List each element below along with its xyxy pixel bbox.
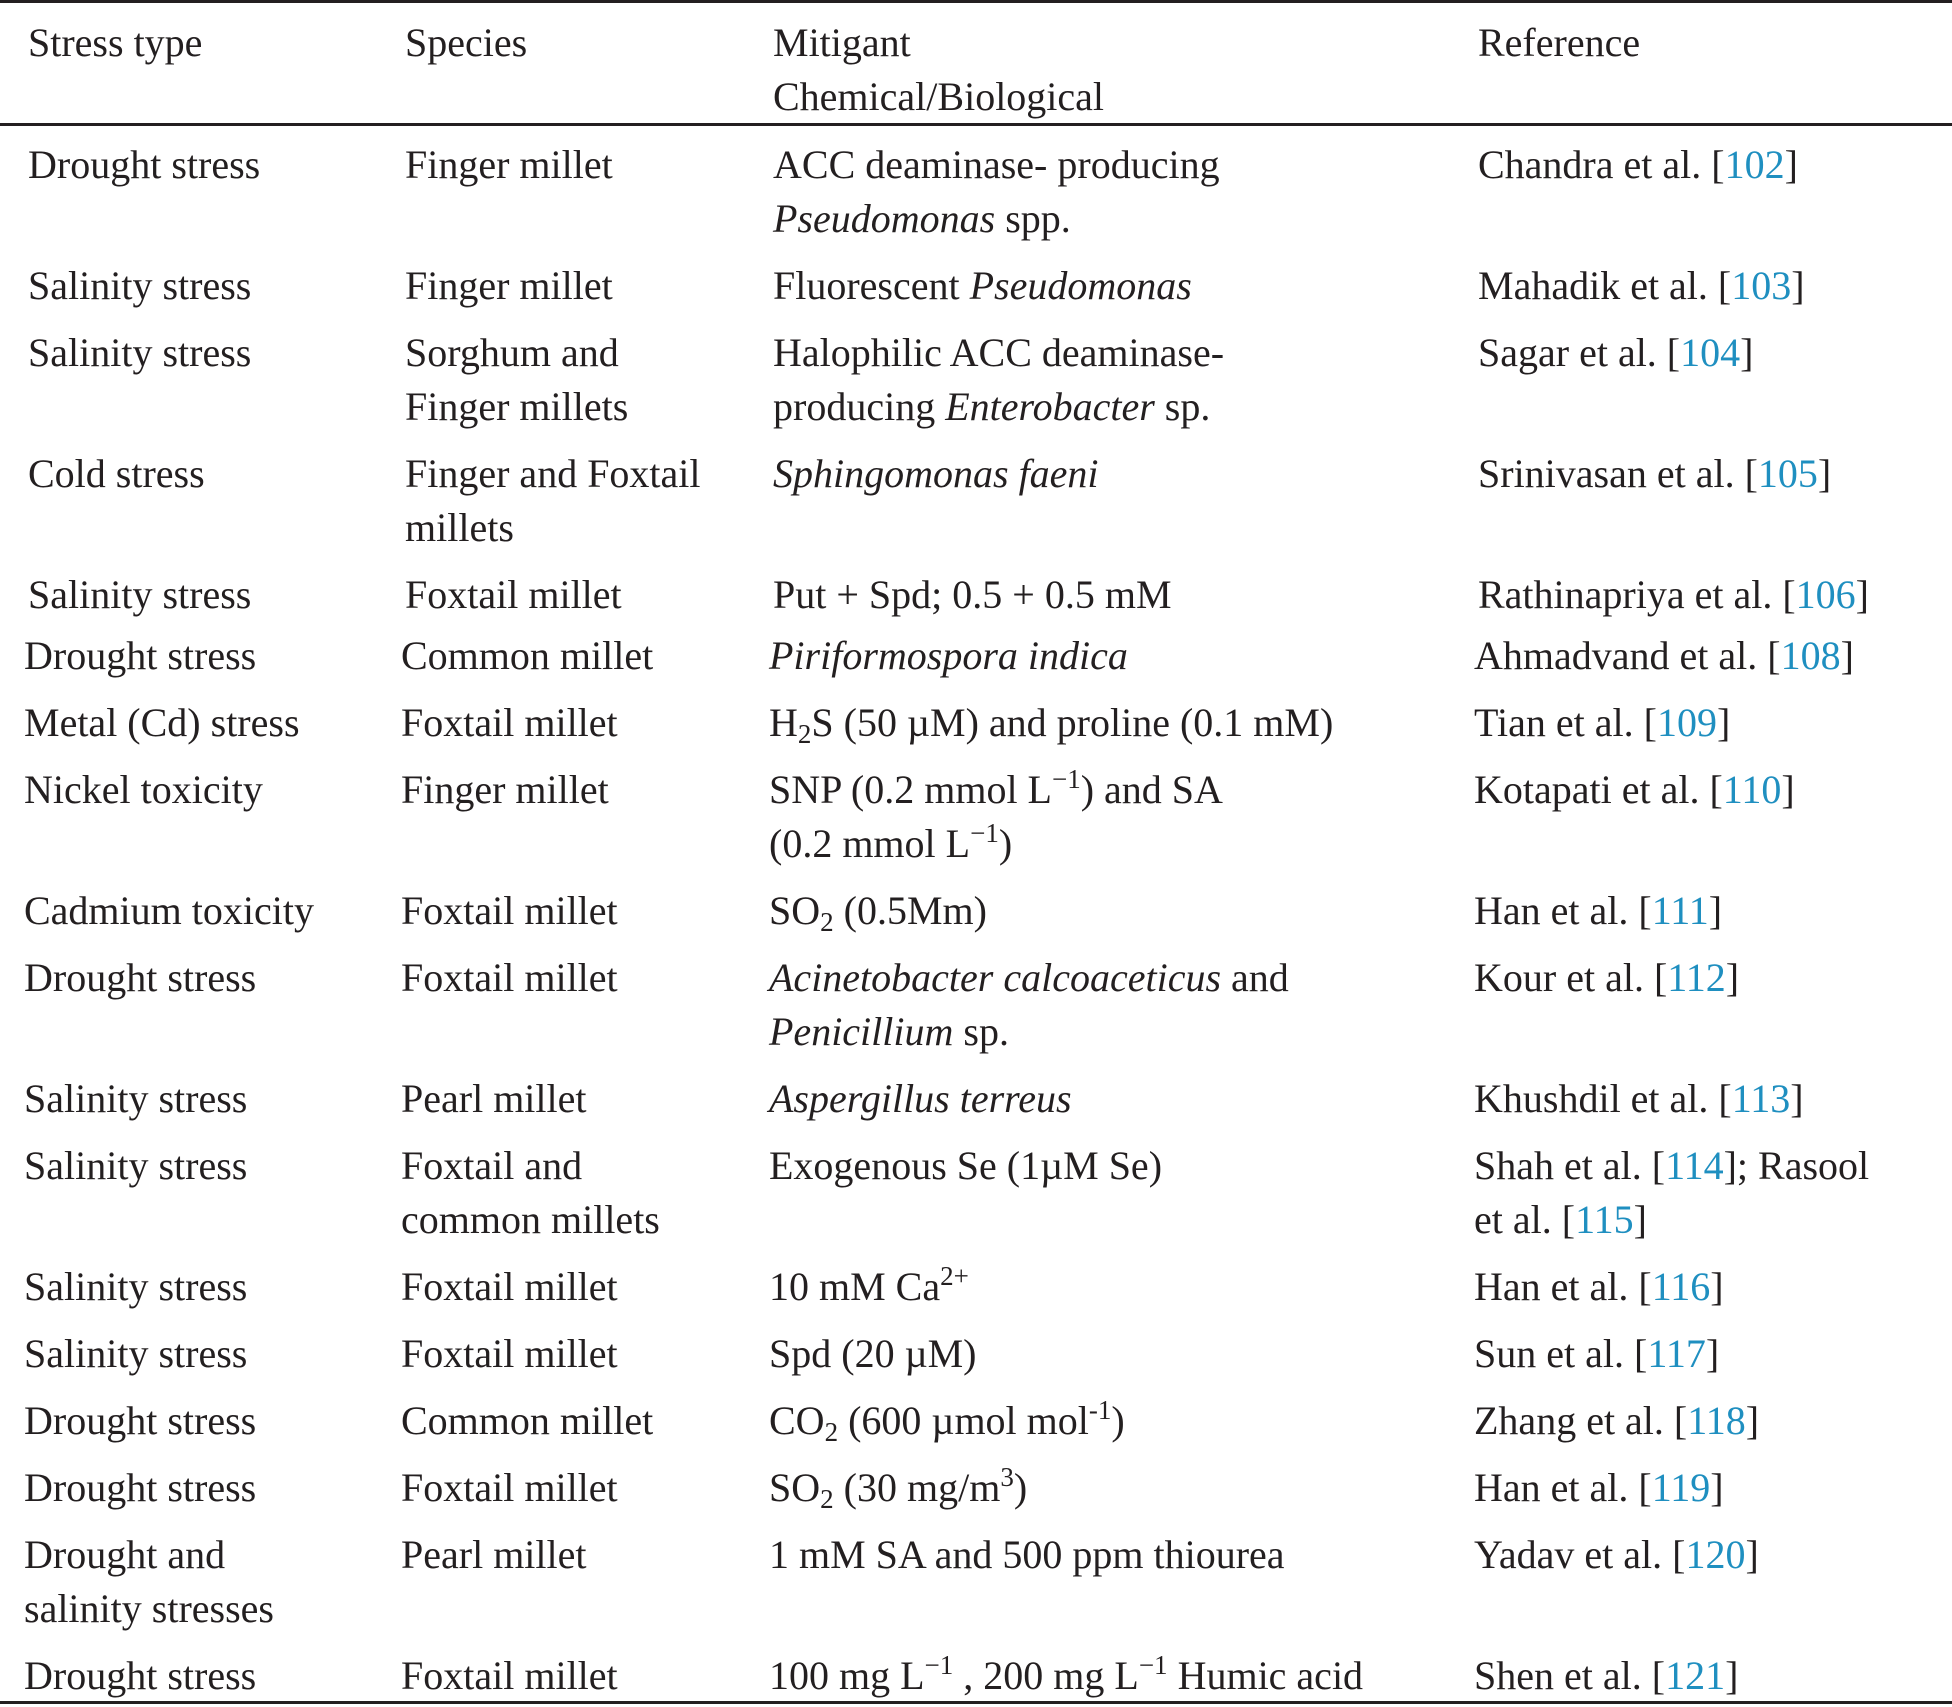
reference-link[interactable]: 112: [1667, 955, 1726, 1000]
reference-link[interactable]: 102: [1724, 142, 1785, 187]
cell-species: Foxtail and common millets: [401, 1143, 660, 1242]
cell-stress-type: Nickel toxicity: [24, 767, 263, 812]
cell-species: Foxtail millet: [401, 955, 618, 1000]
cell-mitigant: SNP (0.2 mmol $L^{-1}$) and SA (0.2 mmol $L^{-1}$): [769, 764, 1223, 866]
cell-mitigant: $SO_2$ (30 $mg/m^3$): [769, 1462, 1028, 1514]
cell-mitigant: $CO_2$ (600 µmol mol$^{-1}$): [769, 1395, 1125, 1447]
cell-mitigant: ACC deaminase- producing Pseudomonas spp.: [773, 142, 1220, 241]
reference-link[interactable]: 104: [1680, 330, 1741, 375]
table-top-rule: [0, 0, 1952, 3]
reference-link[interactable]: 115: [1575, 1197, 1634, 1242]
reference-link[interactable]: 103: [1731, 263, 1792, 308]
header-species: Species: [405, 20, 528, 65]
cell-stress-type: Salinity stress: [24, 1264, 248, 1309]
header-stress-type: Stress type: [28, 20, 203, 65]
cell-mitigant: Aspergillus terreus: [769, 1076, 1072, 1121]
cell-reference: Srinivasan et al. [105]: [1478, 451, 1832, 496]
cell-mitigant: Sphingomonas faeni: [773, 451, 1099, 496]
cell-reference: Mahadik et al. [103]: [1478, 263, 1805, 308]
cell-stress-type: Cold stress: [28, 451, 205, 496]
cell-mitigant: Fluorescent Pseudomonas: [773, 263, 1192, 308]
cell-reference: Yadav et al. [120]: [1474, 1532, 1759, 1577]
reference-link[interactable]: 119: [1651, 1465, 1711, 1510]
reference-link[interactable]: 111: [1651, 888, 1709, 933]
cell-stress-type: Drought stress: [24, 1653, 257, 1698]
cell-species: Finger and Foxtail millets: [405, 451, 701, 550]
cell-stress-type: Drought stress: [24, 1398, 257, 1443]
reference-link[interactable]: 116: [1651, 1264, 1711, 1309]
cell-species: Foxtail millet: [401, 1264, 618, 1309]
cell-mitigant: Acinetobacter calcoaceticus and Penicillium sp.: [769, 955, 1289, 1054]
reference-link[interactable]: 117: [1647, 1331, 1706, 1376]
cell-reference: Ahmadvand et al. [108]: [1474, 633, 1854, 678]
cell-stress-type: Salinity stress: [24, 1143, 248, 1188]
reference-link[interactable]: 113: [1731, 1076, 1791, 1121]
reference-link[interactable]: 118: [1687, 1398, 1746, 1443]
cell-stress-type: Salinity stress: [28, 263, 252, 308]
cell-mitigant: Spd (20 µM): [769, 1331, 977, 1376]
reference-link[interactable]: 114: [1665, 1143, 1724, 1188]
cell-species: Foxtail millet: [405, 572, 622, 617]
cell-mitigant: $H_2S$ (50 µM) and proline (0.1 mM): [769, 700, 1334, 749]
cell-stress-type: Salinity stress: [24, 1076, 248, 1121]
cell-species: Finger millet: [405, 263, 613, 308]
cell-stress-type: Drought stress: [24, 1465, 257, 1510]
cell-species: Foxtail millet: [401, 1331, 618, 1376]
cell-species: Sorghum and Finger millets: [405, 330, 629, 429]
cell-mitigant: Piriformospora indica: [769, 633, 1128, 678]
cell-species: Finger millet: [401, 767, 609, 812]
reference-link[interactable]: 120: [1685, 1532, 1746, 1577]
reference-link[interactable]: 121: [1665, 1653, 1726, 1698]
cell-reference: Chandra et al. [102]: [1478, 142, 1798, 187]
header-mitigant: Mitigant Chemical/Biological: [773, 20, 1105, 119]
cell-reference: Rathinapriya et al. [106]: [1478, 572, 1869, 617]
cell-mitigant: $SO_2$ (0.5Mm): [769, 888, 987, 937]
cell-mitigant: 100 mg $L^{-1}$ , 200 mg $L^{-1}$ Humic acid: [769, 1650, 1364, 1698]
cell-stress-type: Salinity stress: [28, 572, 252, 617]
cell-reference: Shah et al. [114]; Rasool et al. [115]: [1474, 1143, 1870, 1242]
reference-link[interactable]: 110: [1722, 767, 1782, 812]
cell-species: Common millet: [401, 1398, 654, 1443]
cell-reference: Kotapati et al. [110]: [1474, 767, 1795, 812]
cell-reference: Zhang et al. [118]: [1474, 1398, 1760, 1443]
cell-species: Pearl millet: [401, 1076, 587, 1121]
cell-species: Foxtail millet: [401, 888, 618, 933]
reference-link[interactable]: 108: [1780, 633, 1841, 678]
cell-mitigant: 10 mM $Ca^{2+}$: [769, 1261, 969, 1309]
cell-species: Common millet: [401, 633, 654, 678]
cell-species: Foxtail millet: [401, 700, 618, 745]
cell-reference: Tian et al. [109]: [1474, 700, 1731, 745]
cell-mitigant: 1 mM SA and 500 ppm thiourea: [769, 1532, 1285, 1577]
cell-species: Finger millet: [405, 142, 613, 187]
cell-stress-type: Cadmium toxicity: [24, 888, 314, 933]
cell-reference: Kour et al. [112]: [1474, 955, 1740, 1000]
cell-stress-type: Salinity stress: [24, 1331, 248, 1376]
cell-stress-type: Drought stress: [24, 955, 257, 1000]
cell-stress-type: Metal (Cd) stress: [24, 700, 300, 745]
cell-species: Foxtail millet: [401, 1465, 618, 1510]
cell-stress-type: Drought stress: [28, 142, 261, 187]
cell-species: Pearl millet: [401, 1532, 587, 1577]
cell-stress-type: Salinity stress: [28, 330, 252, 375]
cell-reference: Han et al. [119]: [1474, 1465, 1724, 1510]
cell-reference: Sagar et al. [104]: [1478, 330, 1754, 375]
cell-mitigant: Put + Spd; 0.5 + 0.5 mM: [773, 572, 1172, 617]
cell-reference: Khushdil et al. [113]: [1474, 1076, 1804, 1121]
header-reference: Reference: [1478, 20, 1641, 65]
cell-mitigant: Exogenous Se (1µM Se): [769, 1143, 1163, 1188]
reference-link[interactable]: 109: [1656, 700, 1717, 745]
cell-reference: Shen et al. [121]: [1474, 1653, 1739, 1698]
cell-reference: Han et al. [116]: [1474, 1264, 1724, 1309]
cell-stress-type: Drought stress: [24, 633, 257, 678]
cell-mitigant: Halophilic ACC deaminase- producing Enterobacter sp.: [773, 330, 1225, 429]
cell-reference: Sun et al. [117]: [1474, 1331, 1720, 1376]
cell-species: Foxtail millet: [401, 1653, 618, 1698]
reference-link[interactable]: 106: [1795, 572, 1856, 617]
cell-stress-type: Drought and salinity stresses: [24, 1532, 274, 1631]
cell-reference: Han et al. [111]: [1474, 888, 1723, 933]
reference-link[interactable]: 105: [1757, 451, 1818, 496]
